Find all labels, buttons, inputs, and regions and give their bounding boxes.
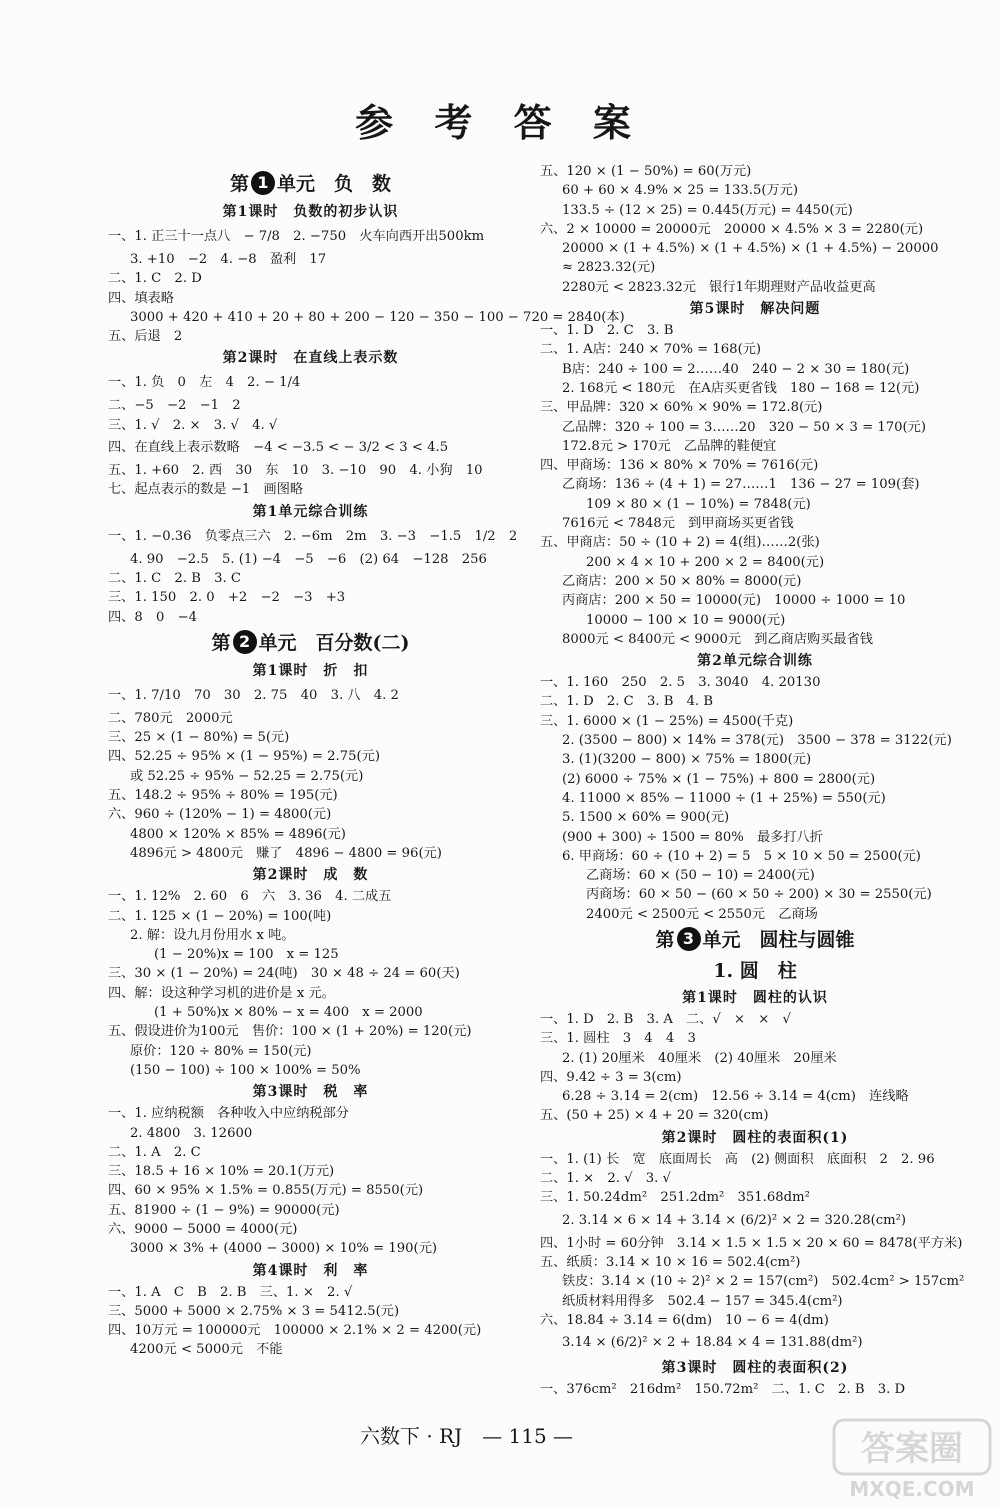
answer-line: B店：240 ÷ 100 = 2……40 240 − 2 × 30 = 180(元) <box>562 361 910 377</box>
answer-line: 一、1. 负 0 左 4 2. − 1/4 <box>108 375 301 391</box>
section-heading: 1. 圆 柱 <box>713 959 797 982</box>
answer-line: 一、1. −0.36 负零点三六 2. −6m 2m 3. −3 −1.5 1/2 2 <box>108 528 518 544</box>
answer-line: 六、2 × 10000 = 20000元 20000 × 4.5% × 3 = 2280(元) <box>540 221 924 237</box>
answer-line: 三、1. √ 2. × 3. √ 4. √ <box>108 417 278 433</box>
unit-number-badge: 3 <box>677 927 701 951</box>
answer-line: 2. 3.14 × 6 × 14 + 3.14 × (6/2)² × 2 = 320.28(cm²) <box>562 1212 907 1228</box>
answer-line: 133.5 ÷ (12 × 25) = 0.445(万元) = 4450(元) <box>562 202 853 218</box>
answer-line: 二、1. A 2. C <box>108 1144 201 1160</box>
answer-line: 二、1. D 2. C 3. B 4. B <box>540 694 714 710</box>
answer-line: 3000 × 3% + (4000 − 3000) × 10% = 190(元) <box>130 1241 438 1257</box>
answer-line: 一、376cm² 216dm² 150.72m² 二、1. C 2. B 3. D <box>540 1382 906 1398</box>
answer-line: 一、1. (1) 长 宽 底面周长 高 (2) 侧面积 底面积 2 2. 96 <box>540 1151 935 1167</box>
lesson-heading: 第3课时 税 率 <box>252 1084 369 1101</box>
answer-line: (150 − 100) ÷ 100 × 100% = 50% <box>130 1062 361 1078</box>
answer-line: 一、1. A C B 2. B 三、1. × 2. √ <box>108 1284 353 1300</box>
unit-prefix: 第 <box>211 631 231 654</box>
answer-line: 四、1小时 = 60分钟 3.14 × 1.5 × 1.5 × 20 × 60 = 8478(平方米) <box>540 1235 963 1251</box>
answer-line: 纸质材料用得多 502.4 − 157 = 345.4(cm²) <box>562 1293 843 1309</box>
answer-line: 2. 解：设九月份用水 x 吨。 <box>130 927 295 943</box>
answer-line: 四、填表略 <box>108 290 174 306</box>
answer-line: 6.28 ÷ 3.14 = 2(cm) 12.56 ÷ 3.14 = 4(cm) 连线略 <box>562 1089 909 1105</box>
answer-line: 2. (3500 − 800) × 14% = 378(元) 3500 − 378 = 3122(元) <box>562 733 952 749</box>
answer-line: 铁皮：3.14 × (10 ÷ 2)² × 2 = 157(cm²) 502.4cm² > 157cm² <box>562 1274 965 1290</box>
answer-line: (2) 6000 ÷ 75% × (1 − 75%) + 800 = 2800(元) <box>562 771 876 787</box>
answer-line: 五、后退 2 <box>108 329 183 345</box>
lesson-heading: 第5课时 解决问题 <box>689 301 821 318</box>
answer-line: 60 + 60 × 4.9% × 25 = 133.5(万元) <box>562 183 798 199</box>
answer-line: 2. 168元 < 180元 在A店买更省钱 180 − 168 = 12(元) <box>562 380 920 396</box>
answer-line: 200 × 4 × 10 + 200 × 2 = 8400(元) <box>586 554 825 570</box>
answer-line: 五、81900 ÷ (1 − 9%) = 90000(元) <box>108 1202 340 1218</box>
answer-line: 五、120 × (1 − 50%) = 60(万元) <box>540 164 752 179</box>
answer-line: 四、60 × 95% × 1.5% = 0.855(万元) = 8550(元) <box>108 1183 424 1199</box>
unit-number-badge: 1 <box>251 171 275 195</box>
unit-prefix: 第 <box>229 173 249 195</box>
watermark-logo <box>832 1418 992 1502</box>
answer-line: 五、假设进价为100元 售价：100 × (1 + 20%) = 120(元) <box>108 1024 472 1040</box>
answer-line: 六、9000 − 5000 = 4000(元) <box>108 1221 298 1237</box>
unit-heading <box>108 168 513 200</box>
page-title: 参 考 答 案 <box>355 100 645 145</box>
answer-line: 3.14 × (6/2)² × 2 + 18.84 × 4 = 131.88(dm²) <box>562 1335 863 1351</box>
answer-line: 六、960 ÷ (120% − 1) = 4800(元) <box>108 807 332 823</box>
answer-line: 4. 11000 × 85% − 11000 ÷ (1 + 25%) = 550(元) <box>562 790 886 806</box>
answer-line: (1 + 50%)x × 80% − x = 400 x = 2000 <box>154 1005 423 1021</box>
unit-prefix: 第 <box>655 928 675 951</box>
answer-line: 2. (1) 20厘米 40厘米 (2) 40厘米 20厘米 <box>562 1050 837 1066</box>
answer-line: 五、(50 + 25) × 4 + 20 = 320(cm) <box>540 1108 769 1124</box>
answer-line: (1 − 20%)x = 100 x = 125 <box>154 947 339 963</box>
answer-line: 三、甲品牌：320 × 60% × 90% = 172.8(元) <box>540 400 823 416</box>
answer-line: 一、1. D 2. C 3. B <box>540 323 674 339</box>
lesson-heading: 第2课时 圆柱的表面积(1) <box>661 1129 849 1146</box>
answer-line: 四、甲商场：136 × 80% × 70% = 7616(元) <box>540 458 819 474</box>
answer-line: 6. 甲商场：60 ÷ (10 + 2) = 5 5 × 10 × 50 = 2500(元) <box>562 848 921 864</box>
answer-line: 四、10万元 = 100000元 100000 × 2.1% × 2 = 4200(元) <box>108 1323 482 1339</box>
answer-line: 二、780元 2000元 <box>108 710 233 726</box>
answer-line: 4200元 < 5000元 不能 <box>130 1342 283 1358</box>
answer-line: 3. (1)(3200 − 800) × 75% = 1800(元) <box>562 752 812 768</box>
answer-line: 7616元 < 7848元 到甲商场买更省钱 <box>562 516 794 532</box>
answer-line: 三、18.5 + 16 × 10% = 20.1(万元) <box>108 1164 335 1180</box>
answer-line: 六、18.84 ÷ 3.14 = 6(dm) 10 − 6 = 4(dm) <box>540 1312 829 1328</box>
answer-line: 3000 + 420 + 410 + 20 + 80 + 200 − 120 − 350 − 100 − 720 = 2840(本) <box>130 309 625 325</box>
answer-line: 三、1. 150 2. 0 +2 −2 −3 +3 <box>108 590 346 606</box>
lesson-heading: 第1课时 折 扣 <box>252 662 369 679</box>
answer-line: 四、在直线上表示数略 −4 < −3.5 < − 3/2 < 3 < 4.5 <box>108 440 449 456</box>
answer-line: 二、1. × 2. √ 3. √ <box>540 1171 671 1187</box>
unit-heading <box>540 924 970 956</box>
answer-line: 三、1. 圆柱 3 4 4 3 <box>540 1031 696 1047</box>
answer-line: 或 52.25 ÷ 95% − 52.25 = 2.75(元) <box>130 768 364 784</box>
answer-line: 二、1. A店：240 × 70% = 168(元) <box>540 342 762 358</box>
answer-line: 二、1. 125 × (1 − 20%) = 100(吨) <box>108 908 332 924</box>
answer-line: 三、1. 6000 × (1 − 25%) = 4500(千克) <box>540 713 794 729</box>
answer-line: 一、1. 160 250 2. 5 3. 3040 4. 20130 <box>540 675 821 691</box>
lesson-heading: 第3课时 圆柱的表面积(2) <box>661 1360 849 1377</box>
unit-number-badge: 2 <box>233 630 257 654</box>
answer-line: 一、1. 应纳税额 各种收入中应纳税部分 <box>108 1106 349 1122</box>
lesson-heading: 第1课时 圆柱的认识 <box>682 989 828 1006</box>
lesson-heading: 第1单元综合训练 <box>252 503 369 520</box>
answer-line: 三、30 × (1 − 20%) = 24(吨) 30 × 48 ÷ 24 = 60(天) <box>108 966 460 982</box>
answer-line: 2400元 < 2500元 < 2550元 乙商场 <box>586 906 818 922</box>
answer-line: 一、1. 7/10 70 30 2. 75 40 3. 八 4. 2 <box>108 687 399 703</box>
answer-line: 丙商店：200 × 50 = 10000(元) 10000 ÷ 1000 = 10 <box>562 593 906 609</box>
lesson-heading: 第2单元综合训练 <box>697 653 813 670</box>
unit-title: 单元 圆柱与圆锥 <box>702 928 855 951</box>
page-footer: 六数下 · RJ — 115 — <box>360 1424 574 1448</box>
answer-line: 乙商场：136 ÷ (4 + 1) = 27……1 136 − 27 = 109(套) <box>562 477 920 493</box>
answer-line: 4800 × 120% × 85% = 4896(元) <box>130 826 346 842</box>
answer-line: 四、9.42 ÷ 3 = 3(cm) <box>540 1069 682 1085</box>
answer-line: 五、纸质：3.14 × 10 × 16 = 502.4(cm²) <box>540 1254 801 1270</box>
answer-line: 3. +10 −2 4. −8 盈利 17 <box>130 252 327 267</box>
answer-line: 乙品牌：320 ÷ 100 = 3……20 320 − 50 × 3 = 170(元) <box>562 419 926 435</box>
lesson-heading: 第1课时 负数的初步认识 <box>222 204 399 220</box>
answer-line: 三、1. 50.24dm² 251.2dm² 351.68dm² <box>540 1190 810 1206</box>
answer-line: 5. 1500 × 60% = 900(元) <box>562 810 730 826</box>
answer-line: 原价：120 ÷ 80% = 150(元) <box>130 1043 312 1059</box>
watermark-url: MXQE.COM <box>849 1477 975 1501</box>
answer-line: 四、8 0 −4 <box>108 609 197 625</box>
unit-title: 单元 负 数 <box>277 173 392 195</box>
right-column <box>540 162 970 1399</box>
answer-line: 四、解：设这种学习机的进价是 x 元。 <box>108 985 335 1001</box>
answer-line: 2280元 < 2823.32元 银行1年期理财产品收益更高 <box>562 279 876 295</box>
answer-line: 2. 4800 3. 12600 <box>130 1125 253 1141</box>
answer-line: 172.8元 > 170元 乙品牌的鞋便宜 <box>562 438 777 454</box>
answer-line: 20000 × (1 + 4.5%) × (1 + 4.5%) × (1 + 4.5%) − 20000 <box>562 241 939 257</box>
answer-line: 二、−5 −2 −1 2 <box>108 398 241 414</box>
answer-line: ≈ 2823.32(元) <box>562 260 656 276</box>
answer-line: 109 × 80 × (1 − 10%) = 7848(元) <box>586 496 811 512</box>
answer-line: 七、起点表示的数是 −1 画图略 <box>108 482 304 498</box>
answer-line: 五、148.2 ÷ 95% ÷ 80% = 195(元) <box>108 788 338 804</box>
unit-title: 单元 百分数(二) <box>258 631 410 654</box>
answer-line: 4896元 > 4800元 赚了 4896 − 4800 = 96(元) <box>130 845 442 861</box>
answer-line: 4. 90 −2.5 5. (1) −4 −5 −6 (2) 64 −128 256 <box>130 551 487 567</box>
answer-line: 三、25 × (1 − 80%) = 5(元) <box>108 730 290 746</box>
answer-line: 10000 − 100 × 10 = 9000(元) <box>586 612 786 628</box>
watermark-text: 答案圈 <box>861 1429 963 1469</box>
unit-heading <box>108 627 513 659</box>
answer-line: 一、1. D 2. B 3. A 二、√ × × √ <box>540 1011 791 1027</box>
answer-line: 二、1. C 2. B 3. C <box>108 570 241 586</box>
answer-line: (900 + 300) ÷ 1500 = 80% 最多打八折 <box>562 829 823 845</box>
answer-line: 三、5000 + 5000 × 2.75% × 3 = 5412.5(元) <box>108 1303 400 1319</box>
answer-line: 五、1. +60 2. 西 30 东 10 3. −10 90 4. 小狗 10 <box>108 463 483 479</box>
answer-line: 乙商店：200 × 50 × 80% = 8000(元) <box>562 573 802 589</box>
answer-line: 丙商场：60 × 50 − (60 × 50 ÷ 200) × 30 = 2550(元) <box>586 887 932 903</box>
lesson-heading: 第2课时 在直线上表示数 <box>222 350 399 367</box>
answer-line: 一、1. 正三十一点八 − 7/8 2. −750 火车向西开出500km <box>108 229 485 244</box>
answer-line: 五、甲商店：50 ÷ (10 + 2) = 4(组)……2(张) <box>540 535 820 551</box>
lesson-heading: 第2课时 成 数 <box>252 867 369 884</box>
answer-line: 乙商场：60 × (50 − 10) = 2400(元) <box>586 868 815 884</box>
answer-line: 二、1. C 2. D <box>108 271 202 287</box>
answer-line: 8000元 < 8400元 < 9000元 到乙商店购买最省钱 <box>562 631 873 647</box>
answer-line: 四、52.25 ÷ 95% × (1 − 95%) = 2.75(元) <box>108 749 381 765</box>
answer-line: 一、1. 12% 2. 60 6 六 3. 36 4. 二成五 <box>108 889 392 905</box>
lesson-heading: 第4课时 利 率 <box>252 1262 369 1279</box>
